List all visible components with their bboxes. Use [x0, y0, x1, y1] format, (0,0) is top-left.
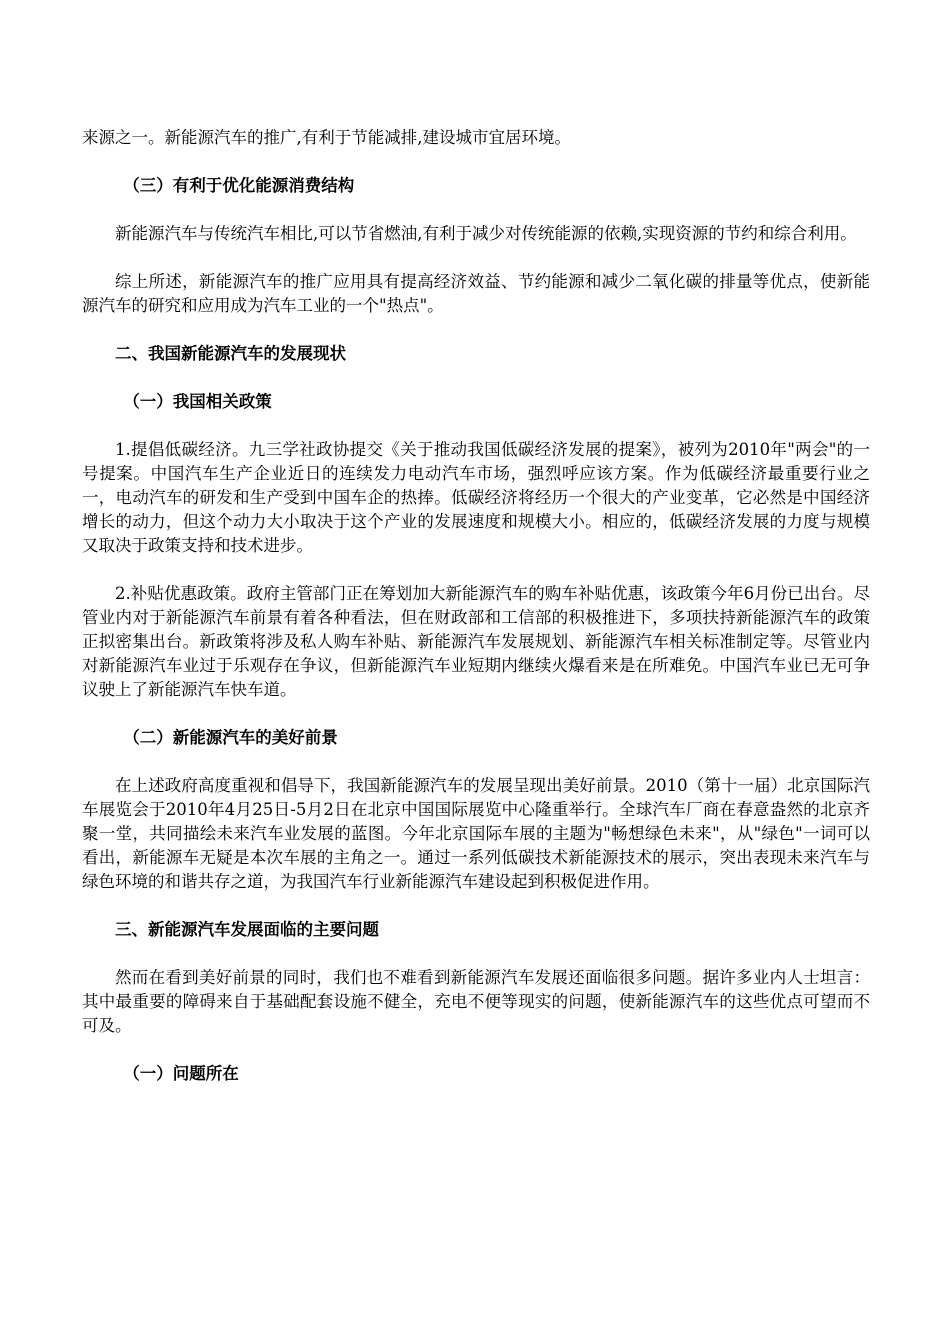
section-heading-problems: 三、新能源汽车发展面临的主要问题 [115, 920, 379, 939]
paragraph-summary: 综上所述，新能源汽车的推广应用具有提高经济效益、节约能源和减少二氧化碳的排量等优点，使新能源汽车的研究和应用成为汽车工业的一个"热点"。 [82, 272, 870, 315]
document-page [82, 126, 870, 1110]
section-heading-status: 二、我国新能源汽车的发展现状 [115, 344, 346, 363]
paragraph-low-carbon: 1.提倡低碳经济。九三学社政协提交《关于推动我国低碳经济发展的提案》，被列为2010年"两会"的一号提案。中国汽车生产企业近日的连续发力电动汽车市场，强烈呼应该方案。作为低碳经济最重要行业之一，电动汽车的研发和生产受到中国车企的热捧。低碳经济将经历一个很大的产业变革，它必然是中国经济增长的动力，但这个动力大小取决于这个产业的发展速度和规模大小。相应的，低碳经济发展的力度与规模又取决于政策支持和技术进步。 [82, 440, 870, 555]
subheading-energy-structure: （三）有利于优化能源消费结构 [123, 176, 355, 195]
subheading-issues: （一）问题所在 [123, 1064, 239, 1083]
paragraph-fuel-saving: 新能源汽车与传统汽车相比,可以节省燃油,有利于减少对传统能源的依赖,实现资源的节约和综合利用。 [115, 224, 857, 243]
paragraph-intro-tail: 来源之一。新能源汽车的推广,有利于节能减排,建设城市宜居环境。 [82, 128, 571, 147]
paragraph-subsidy: 2.补贴优惠政策。政府主管部门正在筹划加大新能源汽车的购车补贴优惠，该政策今年6月份已出台。尽管业内对于新能源汽车前景有着各种看法，但在财政部和工信部的积极推进下，多项扶持新能源汽车的政策正拟密集出台。新政策将涉及私人购车补贴、新能源汽车发展规划、新能源汽车相关标准制定等。尽管业内对新能源汽车业过于乐观存在争议，但新能源汽车业短期内继续火爆看来是在所难免。中国汽车业已无可争议驶上了新能源汽车快车道。 [82, 584, 870, 699]
subheading-prospects: （二）新能源汽车的美好前景 [123, 728, 338, 747]
subheading-policies: （一）我国相关政策 [123, 392, 272, 411]
paragraph-obstacles: 然而在看到美好前景的同时，我们也不难看到新能源汽车发展还面临很多问题。据许多业内人士坦言：其中最重要的障碍来自于基础配套设施不健全，充电不便等现实的问题，使新能源汽车的这些优点可望而不可及。 [82, 968, 870, 1035]
paragraph-auto-show: 在上述政府高度重视和倡导下，我国新能源汽车的发展呈现出美好前景。2010（第十一届）北京国际汽车展览会于2010年4月25日-5月2日在北京中国国际展览中心隆重举行。全球汽车厂商在春意盎然的北京齐聚一堂，共同描绘未来汽车业发展的蓝图。今年北京国际车展的主题为"畅想绿色未来"，从"绿色"一词可以看出，新能源车无疑是本次车展的主角之一。通过一系列低碳技术新能源技术的展示，突出表现未来汽车与绿色环境的和谐共存之道，为我国汽车行业新能源汽车建设起到积极促进作用。 [82, 776, 870, 891]
